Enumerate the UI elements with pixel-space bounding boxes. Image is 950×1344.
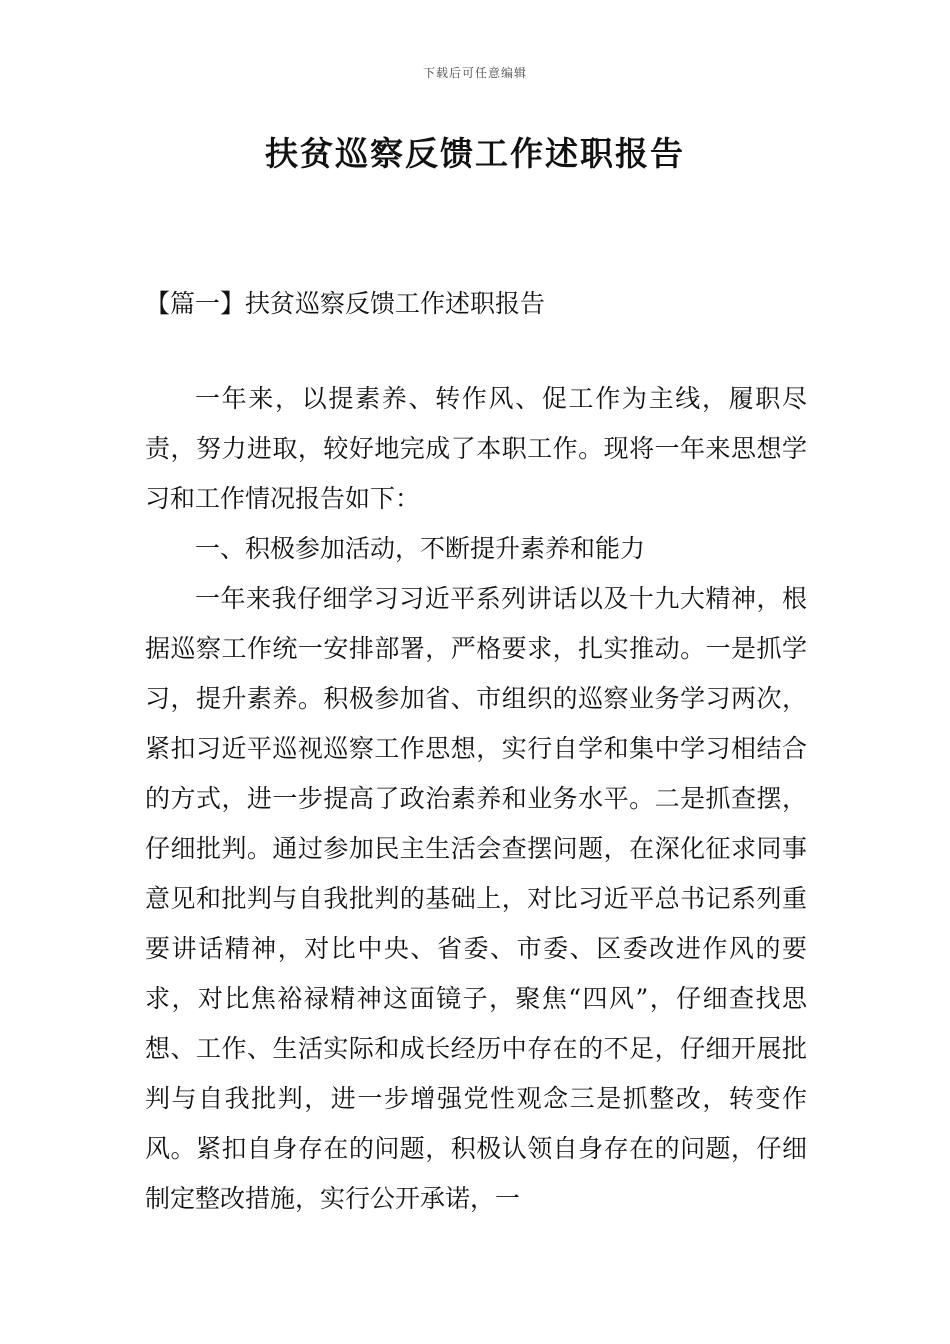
paragraph-subheading: 一、积极参加活动，不断提升素养和能力: [195, 534, 646, 563]
document-body: [145, 374, 807, 1224]
paragraph-intro: 一年来，以提素养、转作风、促工作为主线，履职尽责，努力进取，较好地完成了本职工作。现将一年来思想学习和工作情况报告如下：: [145, 384, 807, 513]
section-heading: 【篇一】扶贫巡察反馈工作述职报告: [145, 289, 546, 318]
header-note: 下载后可任意编辑: [422, 66, 527, 80]
document-title: 扶贫巡察反馈工作述职报告: [265, 134, 685, 173]
paragraph-main: 一年来我仔细学习习近平系列讲话以及十九大精神，根据巡察工作统一安排部署，严格要求，扎实推动。一是抓学习，提升素养。积极参加省、市组织的巡察业务学习两次，紧扣习近平巡视巡察工作思想，实行自学和集中学习相结合的方式，进一步提高了政治素养和业务水平。二是抓查摆，仔细批判。通过参加民主生活会查摆问题，在深化征求同事意见和批判与自我批判的基础上，对比习近平总书记系列重要讲话精神，对比中央、省委、市委、区委改进作风的要求，对比焦裕禄精神这面镜子，聚焦“四风”，仔细查找思想、工作、生活实际和成长经历中存在的不足，仔细开展批判与自我批判，进一步增强党性观念三是抓整改，转变作风。紧扣自身存在的问题，积极认领自身存在的问题，仔细制定整改措施，实行公开承诺，一: [145, 584, 807, 1213]
